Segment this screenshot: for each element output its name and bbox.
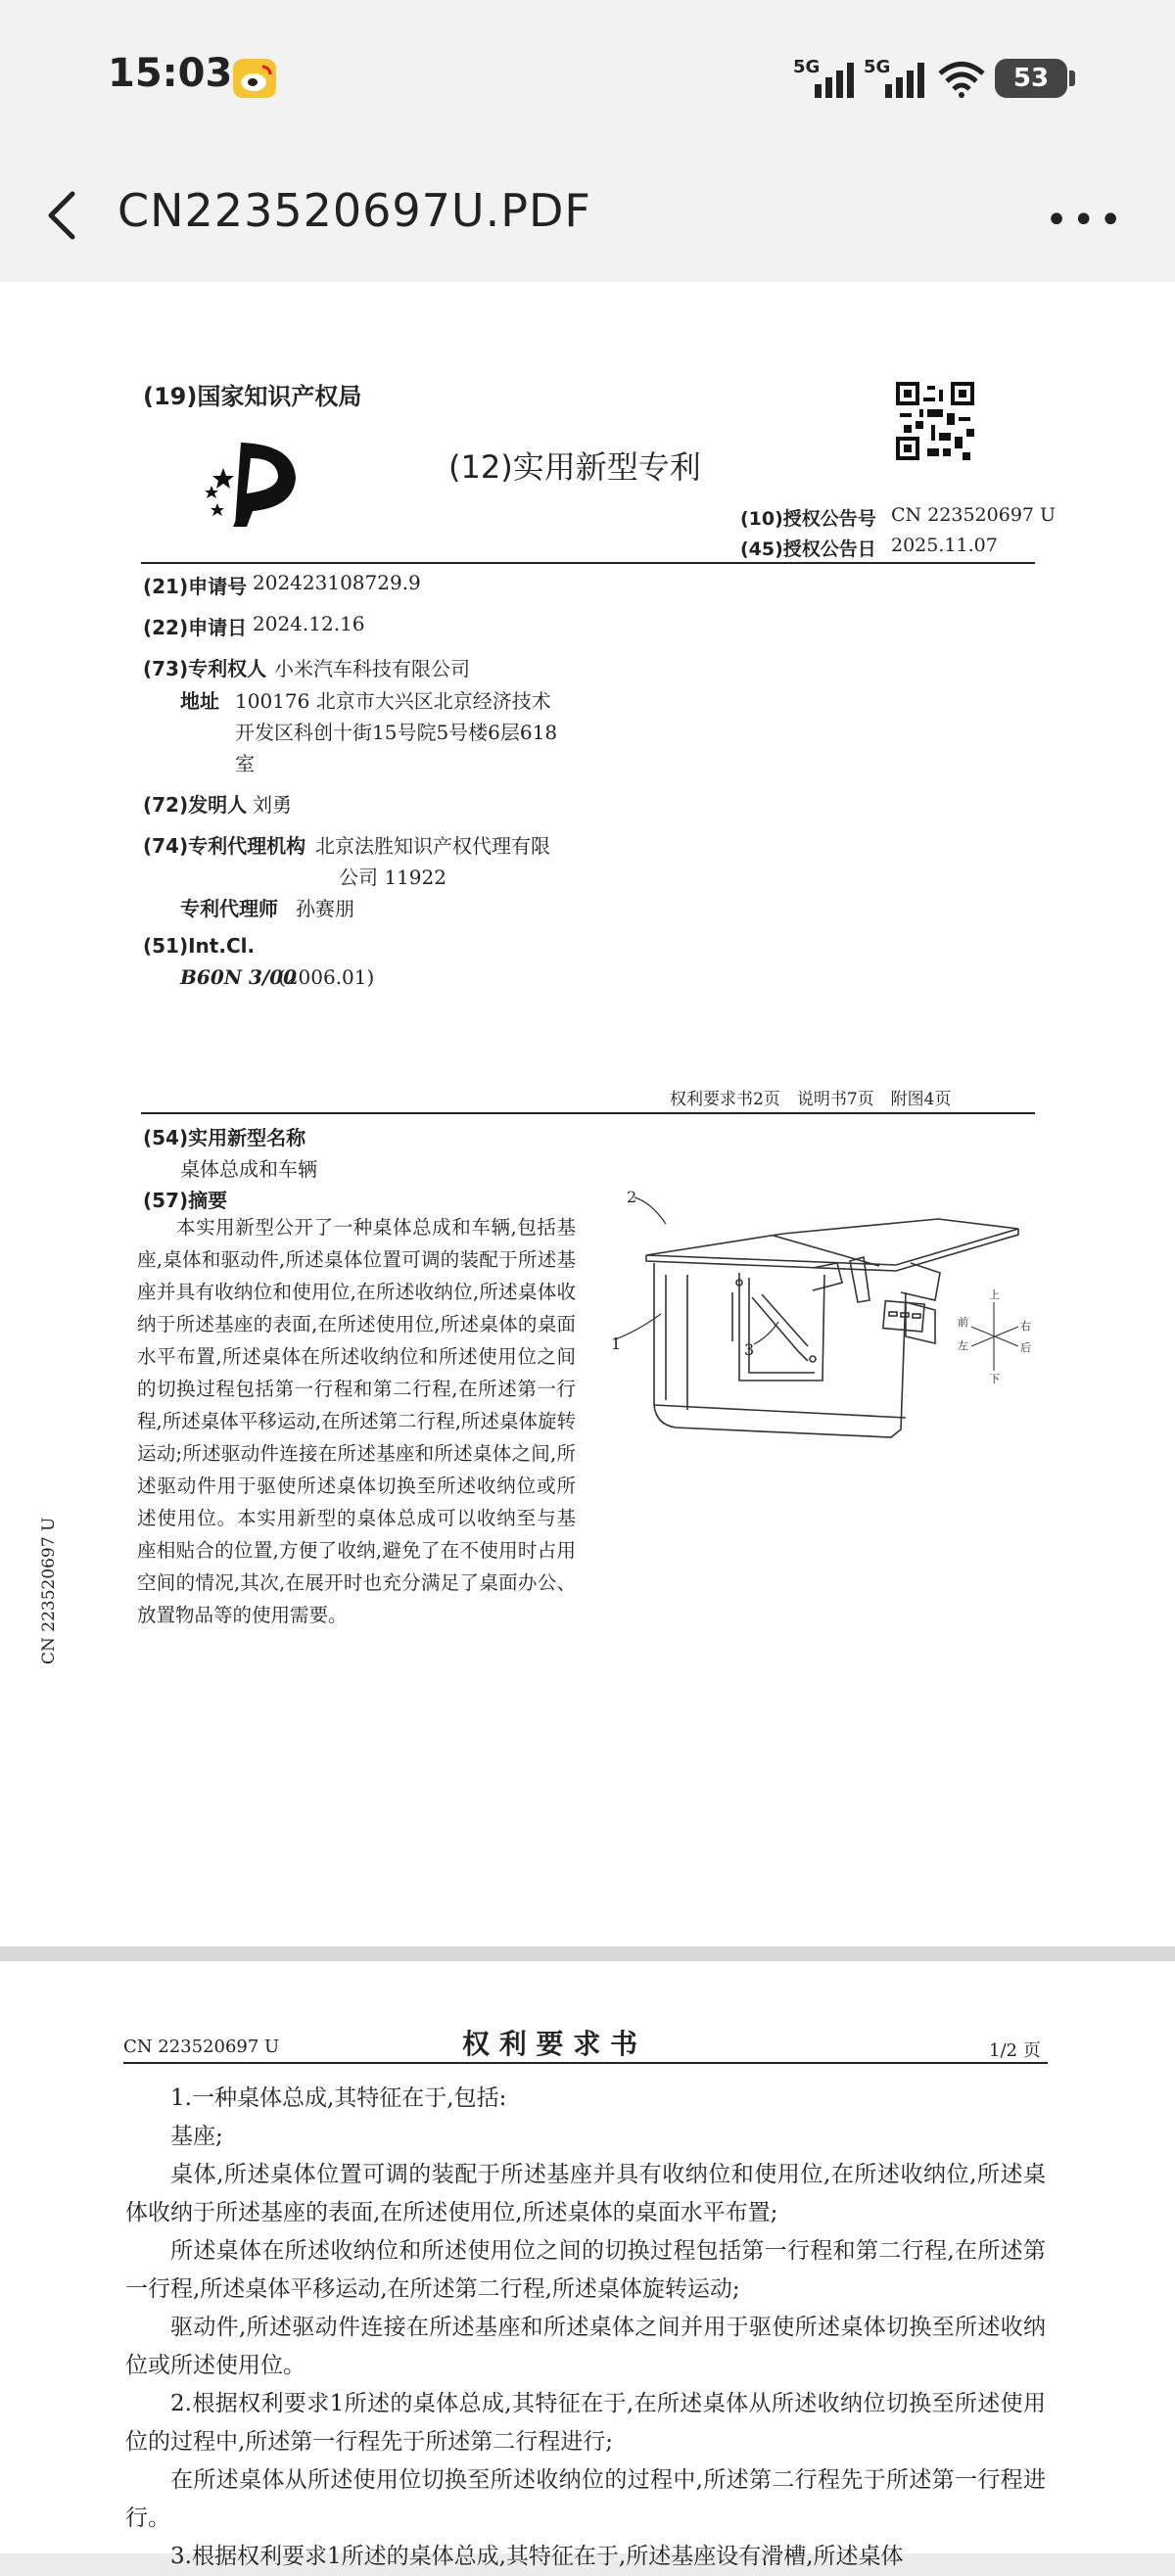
abstract-text: 本实用新型公开了一种桌体总成和车辆,包括基座,桌体和驱动件,所述桌体位置可调的装配于所述基座并具有收纳位和使用位,在所述收纳位,所述桌体收纳于所述基座的表面,在所述使用位,所述桌体的桌面水平布置,所述桌体在所述收纳位和所述使用位之间的切换过程包括第一行程和第二行程,在所述第一行程,所述桌体平移运动,在所述第二行程,所述桌体旋转运动;所述驱动件连接在所述基座和所述桌体之间,所述驱动件用于驱使所述桌体切换至所述收纳位或所述使用位。本实用新型的桌体总成可以收纳至与基座相贴合的位置,方便了收纳,避免了在不使用时占用空间的情况,其次,在展开时也充分满足了桌面办公、放置物品等的使用需要。: [137, 1216, 576, 1626]
int-cl-version: (2006.01): [278, 965, 375, 989]
cnipa-emblem-icon: [196, 439, 304, 529]
address-line-1: 100176 北京市大兴区北京经济技术: [235, 689, 551, 713]
patentee-label: (73)专利权人: [143, 657, 267, 680]
claim-paragraph: 所述桌体在所述收纳位和所述使用位之间的切换过程包括第一行程和第二行程,在所述第一行程,所述桌体平移运动,在所述第二行程,所述桌体旋转运动;: [125, 2238, 1046, 2302]
header-rule: [141, 562, 1035, 564]
application-number: 202423108729.9: [253, 571, 421, 594]
axis-right-label: 右: [1020, 1320, 1031, 1333]
application-date-label: (22)申请日: [143, 616, 248, 639]
status-bar: [0, 0, 1175, 157]
abstract-label: (57)摘要: [143, 1189, 228, 1212]
battery-indicator: 53: [995, 59, 1067, 98]
axis-front-label: 前: [958, 1316, 968, 1329]
model-name: 桌体总成和车辆: [180, 1157, 317, 1181]
inventor: 刘勇: [253, 793, 292, 817]
section-rule: [141, 1112, 1035, 1114]
figure-label-2: 2: [627, 1188, 637, 1206]
claim-paragraph: 2.根据权利要求1所述的桌体总成,其特征在于,在所述桌体从所述收纳位切换至所述使用位的过程中,所述第一行程先于所述第二行程进行;: [125, 2391, 1046, 2455]
claim-paragraph: 1.一种桌体总成,其特征在于,包括:: [170, 2085, 507, 2111]
document-title: CN223520697U.PDF: [118, 184, 591, 237]
signal-bars-2-icon: [883, 63, 928, 98]
clock: 15:03: [108, 51, 233, 96]
agency-line-1: 北京法胜知识产权代理有限: [315, 834, 550, 858]
weibo-notification-icon: [233, 59, 276, 98]
claim-paragraph: 驱动件,所述驱动件连接在所述基座和所述桌体之间并用于驱使所述桌体切换至所述收纳位或所述使用位。: [125, 2315, 1046, 2378]
agency-line-2: 公司 11922: [339, 866, 446, 889]
agency-label: (74)专利代理机构: [143, 834, 306, 858]
address-line-2: 开发区科创十街15号院5号楼6层618: [235, 721, 558, 744]
claim-paragraph: 在所述桌体从所述使用位切换至所述收纳位的过程中,所述第二行程先于所述第一行程进行。: [125, 2467, 1046, 2531]
inventor-label: (72)发明人: [143, 793, 248, 817]
publication-number-label: (10)授权公告号: [740, 508, 876, 530]
signal-bars-1-icon: [813, 63, 858, 98]
office-name: (19)国家知识产权局: [143, 383, 362, 410]
pdf-page-1[interactable]: [0, 282, 1175, 1946]
more-options-icon[interactable]: •••: [1045, 198, 1126, 243]
page-separator: [0, 1946, 1175, 1961]
int-cl-label: (51)Int.Cl.: [143, 934, 256, 958]
model-name-label: (54)实用新型名称: [143, 1126, 306, 1149]
document-type: (12)实用新型专利: [448, 448, 701, 486]
agent: 孙赛朋: [296, 897, 354, 920]
address-label: 地址: [180, 689, 219, 713]
int-cl-code: B60N 3/00: [180, 965, 298, 989]
agent-label: 专利代理师: [180, 897, 278, 920]
axis-left-label: 左: [958, 1339, 968, 1352]
patentee: 小米汽车科技有限公司: [274, 657, 470, 680]
side-publication-code: CN 223520697 U: [39, 1517, 59, 1664]
claims-doc-number: CN 223520697 U: [123, 2037, 280, 2057]
publication-date-label: (45)授权公告日: [740, 539, 876, 560]
application-number-label: (21)申请号: [143, 575, 248, 598]
application-date: 2024.12.16: [253, 612, 365, 635]
address-line-3: 室: [235, 752, 255, 775]
signal-label-2: 5G: [864, 57, 891, 77]
publication-number: CN 223520697 U: [891, 504, 1057, 526]
claims-page-number: 1/2 页: [989, 2040, 1041, 2061]
axis-up-label: 上: [989, 1288, 1000, 1301]
page-count-info: 权利要求书2页 说明书7页 附图4页: [670, 1090, 952, 1109]
signal-label-1: 5G: [793, 57, 821, 77]
wifi-icon: [938, 61, 985, 98]
back-arrow-icon[interactable]: [35, 186, 94, 245]
figure-label-3: 3: [744, 1340, 755, 1359]
app-bar: [0, 157, 1175, 282]
axis-back-label: 后: [1020, 1341, 1031, 1354]
axis-down-label: 下: [989, 1373, 1000, 1385]
claim-paragraph: 3.根据权利要求1所述的桌体总成,其特征在于,所述基座设有滑槽,所述桌体: [170, 2544, 904, 2569]
claims-text: [125, 2080, 1046, 2576]
claim-paragraph: 桌体,所述桌体位置可调的装配于所述基座并具有收纳位和使用位,在所述收纳位,所述桌体收纳于所述基座的表面,在所述使用位,所述桌体的桌面水平布置;: [125, 2162, 1046, 2225]
claim-paragraph: 基座;: [170, 2124, 223, 2149]
publication-date: 2025.11.07: [891, 535, 998, 556]
figure-label-1: 1: [611, 1335, 622, 1353]
patent-figure-drawing: [607, 1185, 1058, 1508]
qr-code: [896, 382, 974, 460]
claims-header-rule: [123, 2062, 1048, 2064]
claims-heading: 权 利 要 求 书: [462, 2028, 637, 2060]
